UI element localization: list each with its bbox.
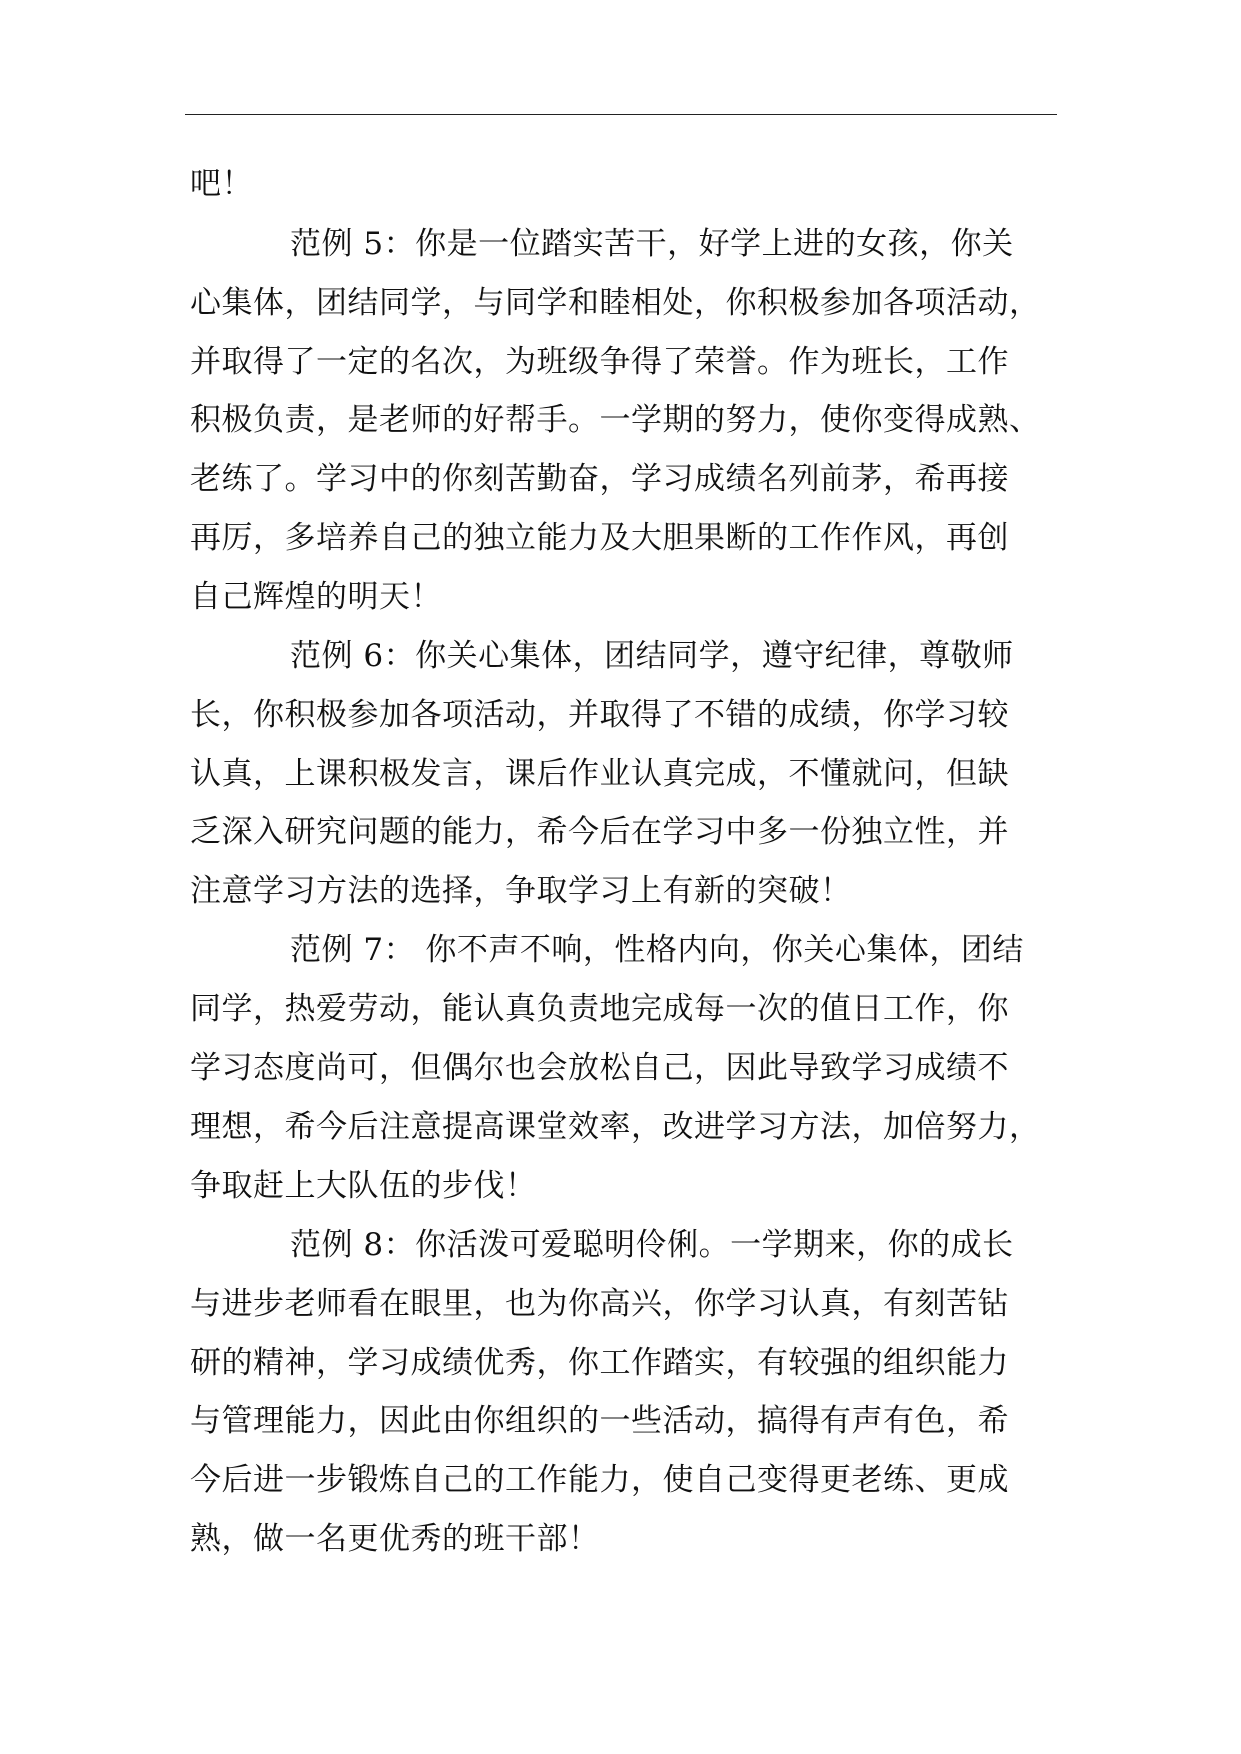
text-line: 今后进一步锻炼自己的工作能力，使自己变得更老练、更成 <box>190 1462 1009 1498</box>
text-line: 与进步老师看在眼里，也为你高兴，你学习认真，有刻苦钻 <box>190 1286 1009 1322</box>
text-line: 研的精神，学习成绩优秀，你工作踏实，有较强的组织能力 <box>190 1345 1009 1381</box>
text-line: 争取赶上大队伍的步伐！ <box>190 1168 537 1204</box>
text-line: 同学，热爱劳动，能认真负责地完成每一次的值日工作，你 <box>190 991 1009 1027</box>
text-line: 老练了。学习中的你刻苦勤奋，学习成绩名列前茅，希再接 <box>190 461 1009 497</box>
paragraph-start: 范例 5：你是一位踏实苦干，好学上进的女孩，你关 <box>290 226 1014 262</box>
text-line: 再厉，多培养自己的独立能力及大胆果断的工作作风，再创 <box>190 520 1009 556</box>
text-line: 注意学习方法的选择，争取学习上有新的突破！ <box>190 873 852 909</box>
header-rule <box>185 114 1057 115</box>
text-line: 自己辉煌的明天！ <box>190 579 442 615</box>
text-line: 吧！ <box>190 166 253 202</box>
text-line: 长，你积极参加各项活动，并取得了不错的成绩，你学习较 <box>190 697 1009 733</box>
text-line: 与管理能力，因此由你组织的一些活动，搞得有声有色，希 <box>190 1403 1009 1439</box>
text-line: 积极负责，是老师的好帮手。一学期的努力，使你变得成熟、 <box>190 402 1041 438</box>
text-line: 乏深入研究问题的能力，希今后在学习中多一份独立性，并 <box>190 814 1009 850</box>
paragraph-start: 范例 7： 你不声不响，性格内向，你关心集体，团结 <box>290 932 1024 968</box>
paragraph-start: 范例 8：你活泼可爱聪明伶俐。一学期来，你的成长 <box>290 1227 1014 1263</box>
text-line: 学习态度尚可，但偶尔也会放松自己，因此导致学习成绩不 <box>190 1050 1009 1086</box>
text-line: 理想，希今后注意提高课堂效率，改进学习方法，加倍努力， <box>190 1109 1041 1145</box>
paragraph-start: 范例 6：你关心集体，团结同学，遵守纪律，尊敬师 <box>290 638 1014 674</box>
text-line: 并取得了一定的名次，为班级争得了荣誉。作为班长，工作 <box>190 344 1009 380</box>
text-line: 心集体，团结同学，与同学和睦相处，你积极参加各项活动， <box>190 285 1041 321</box>
text-line: 认真，上课积极发言，课后作业认真完成，不懂就问，但缺 <box>190 756 1009 792</box>
text-line: 熟，做一名更优秀的班干部！ <box>190 1521 600 1557</box>
